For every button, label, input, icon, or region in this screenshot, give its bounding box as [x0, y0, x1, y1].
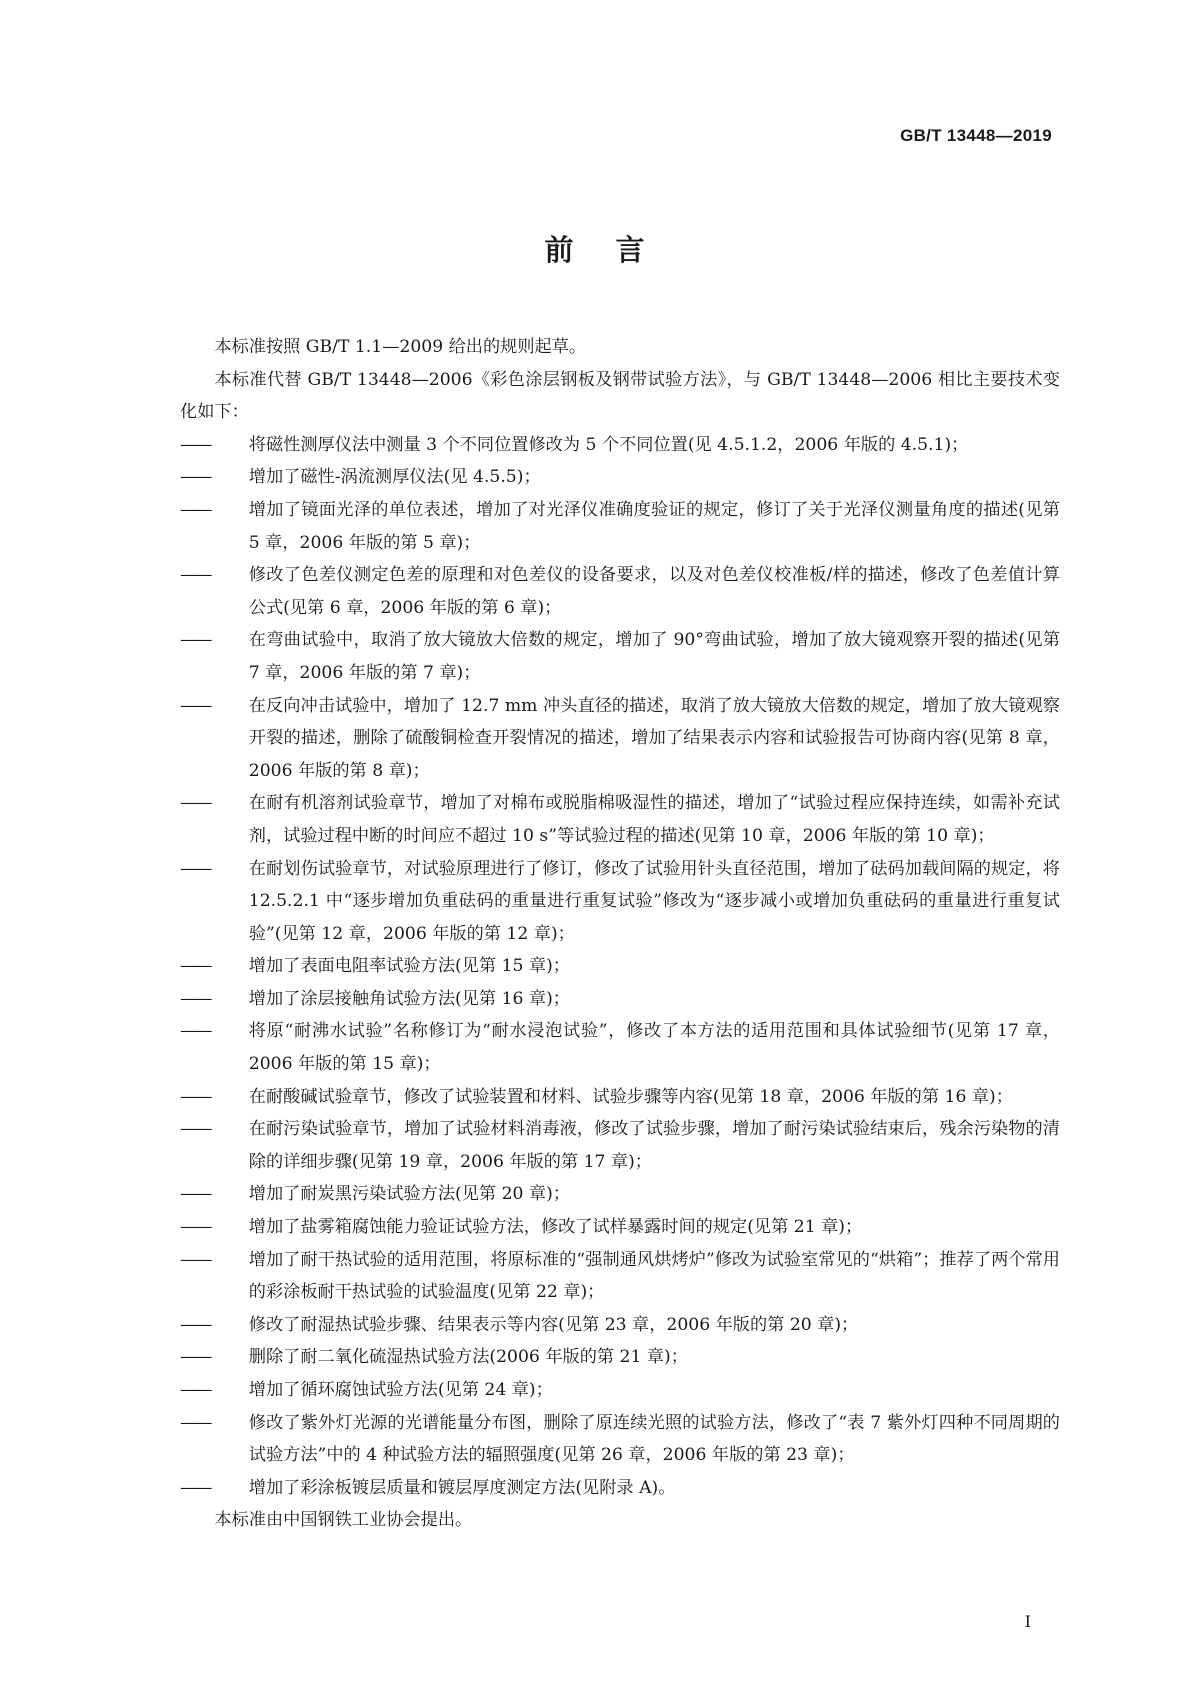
list-item [180, 1244, 1060, 1309]
paragraph-drafting-rules: 本标准按照 GB/T 1.1—2009 给出的规则起草。 [214, 337, 587, 357]
list-item [180, 787, 1060, 852]
list-item-text: 增加了涂层接触角试验方法(见第 16 章)； [248, 988, 570, 1009]
foreword-body [180, 331, 1060, 1537]
list-item [180, 1374, 1060, 1407]
dash-marker: —— [180, 1412, 211, 1433]
list-item-text: 将磁性测厚仪法中测量 3 个不同位置修改为 5 个不同位置(见 4.5.1.2，2006 年版的 4.5.1)； [248, 434, 969, 455]
list-item-text: 删除了耐二氧化硫湿热试验方法(2006 年版的第 21 章)； [248, 1347, 688, 1368]
dash-marker: —— [180, 695, 211, 716]
list-item-text: 在耐划伤试验章节，对试验原理进行了修订，修改了试验用针头直径范围，增加了砝码加载间隔的规定，将 12.5.2.1 中“逐步增加负重砝码的重量进行重复试验”修改为“逐步减小或增加负重砝码的重量进行重复试验”(见第 12 章，2006 年版的第 12 章)； [248, 858, 1060, 944]
list-item [180, 1081, 1060, 1114]
list-item [180, 853, 1060, 951]
list-item [180, 1472, 1060, 1505]
list-item-text: 增加了镜面光泽的单位表述，增加了对光泽仪准确度验证的规定，修订了关于光泽仪测量角度的描述(见第 5 章，2006 年版的第 5 章)； [248, 499, 1060, 553]
dash-marker: —— [180, 1119, 211, 1140]
list-item [180, 1178, 1060, 1211]
dash-marker: —— [180, 1086, 211, 1107]
standard-number: GB/T 13448—2019 [900, 126, 1052, 145]
list-item-text: 在耐有机溶剂试验章节，增加了对棉布或脱脂棉吸湿性的描述，增加了“试验过程应保持连续，如需补充试剂，试验过程中断的时间应不超过 10 s”等试验过程的描述(见第 10 章，2006 年版的第 10 章)； [248, 793, 1060, 846]
dash-marker: —— [180, 1217, 211, 1238]
list-item [180, 429, 1060, 462]
list-item-text: 修改了耐湿热试验步骤、结果表示等内容(见第 23 章，2006 年版的第 20 章)； [248, 1314, 859, 1335]
list-item-text: 在耐酸碱试验章节，修改了试验装置和材料、试验步骤等内容(见第 18 章，2006 年版的第 16 章)； [248, 1086, 1013, 1107]
dash-marker: —— [180, 1021, 211, 1042]
dash-marker: —— [180, 1477, 211, 1498]
list-item [180, 1309, 1060, 1342]
dash-marker: —— [180, 1314, 211, 1335]
list-item-text: 增加了表面电阻率试验方法(见第 15 章)； [248, 956, 570, 977]
dash-marker: —— [180, 1380, 211, 1400]
dash-marker: —— [180, 1347, 211, 1368]
list-item [180, 461, 1060, 494]
dash-marker: —— [180, 565, 211, 586]
list-item-text: 修改了色差仪测定色差的原理和对色差仪的设备要求，以及对色差仪校准板/样的描述，修改了色差值计算公式(见第 6 章，2006 年版的第 6 章)； [248, 565, 1060, 618]
list-item-text: 增加了循环腐蚀试验方法(见第 24 章)； [248, 1380, 553, 1400]
list-item [180, 1113, 1060, 1178]
list-item [180, 559, 1060, 624]
list-item-text: 增加了磁性-涡流测厚仪法(见 4.5.5)； [248, 467, 541, 488]
title-char-2: 言 [615, 233, 647, 267]
list-item [180, 950, 1060, 983]
changes-list [180, 429, 1060, 1505]
dash-marker: —— [180, 630, 211, 651]
list-item [180, 1341, 1060, 1374]
list-item [180, 690, 1060, 788]
dash-marker: —— [180, 467, 211, 488]
list-item [180, 1015, 1060, 1080]
page-title [0, 228, 1191, 269]
list-item-text: 在反向冲击试验中，增加了 12.7 mm 冲头直径的描述，取消了放大镜放大倍数的规定，增加了放大镜观察开裂的描述，删除了硫酸铜检查开裂情况的描述，增加了结果表示内容和试验报告可协商内容(见第 8 章，2006 年版的第 8 章)； [248, 695, 1060, 781]
list-item-text: 增加了彩涂板镀层质量和镀层厚度测定方法(见附录 A)。 [248, 1477, 676, 1498]
dash-marker: —— [180, 858, 211, 879]
list-item [180, 1211, 1060, 1244]
list-item-text: 在弯曲试验中，取消了放大镜放大倍数的规定，增加了 90°弯曲试验，增加了放大镜观察开裂的描述(见第 7 章，2006 年版的第 7 章)； [248, 630, 1060, 683]
list-item-text: 将原“耐沸水试验”名称修订为“耐水浸泡试验”，修改了本方法的适用范围和具体试验细节(见第 17 章，2006 年版的第 15 章)； [248, 1021, 1060, 1075]
dash-marker: —— [180, 793, 211, 814]
list-item-text: 在耐污染试验章节，增加了试验材料消毒液，修改了试验步骤，增加了耐污染试验结束后，残余污染物的清除的详细步骤(见第 19 章，2006 年版的第 17 章)； [248, 1119, 1060, 1172]
list-item [180, 494, 1060, 559]
dash-marker: —— [180, 956, 211, 977]
list-item [180, 1407, 1060, 1472]
list-item-text: 修改了紫外灯光源的光谱能量分布图，删除了原连续光照的试验方法，修改了“表 7 紫外灯四种不同周期的试验方法”中的 4 种试验方法的辐照强度(见第 26 章，2006 年版的第 23 章)； [248, 1412, 1060, 1466]
dash-marker: —— [180, 1249, 211, 1270]
paragraph-replacement: 本标准代替 GB/T 13448—2006《彩色涂层钢板及钢带试验方法》，与 GB/T 13448—2006 相比主要技术变化如下： [180, 369, 1060, 423]
dash-marker: —— [180, 988, 211, 1009]
list-item [180, 624, 1060, 689]
page-number: I [1024, 1612, 1031, 1631]
list-item [180, 983, 1060, 1016]
paragraph-proposer: 本标准由中国钢铁工业协会提出。 [214, 1510, 473, 1531]
list-item-text: 增加了耐炭黑污染试验方法(见第 20 章)； [248, 1184, 570, 1205]
dash-marker: —— [180, 499, 211, 520]
dash-marker: —— [180, 1184, 211, 1205]
title-char-1: 前 [544, 233, 576, 267]
list-item-text: 增加了耐干热试验的适用范围，将原标准的“强制通风烘烤炉”修改为试验室常见的“烘箱”；推荐了两个常用的彩涂板耐干热试验的试验温度(见第 22 章)； [248, 1249, 1060, 1303]
dash-marker: —— [180, 434, 211, 455]
list-item-text: 增加了盐雾箱腐蚀能力验证试验方法，修改了试样暴露时间的规定(见第 21 章)； [248, 1217, 863, 1238]
